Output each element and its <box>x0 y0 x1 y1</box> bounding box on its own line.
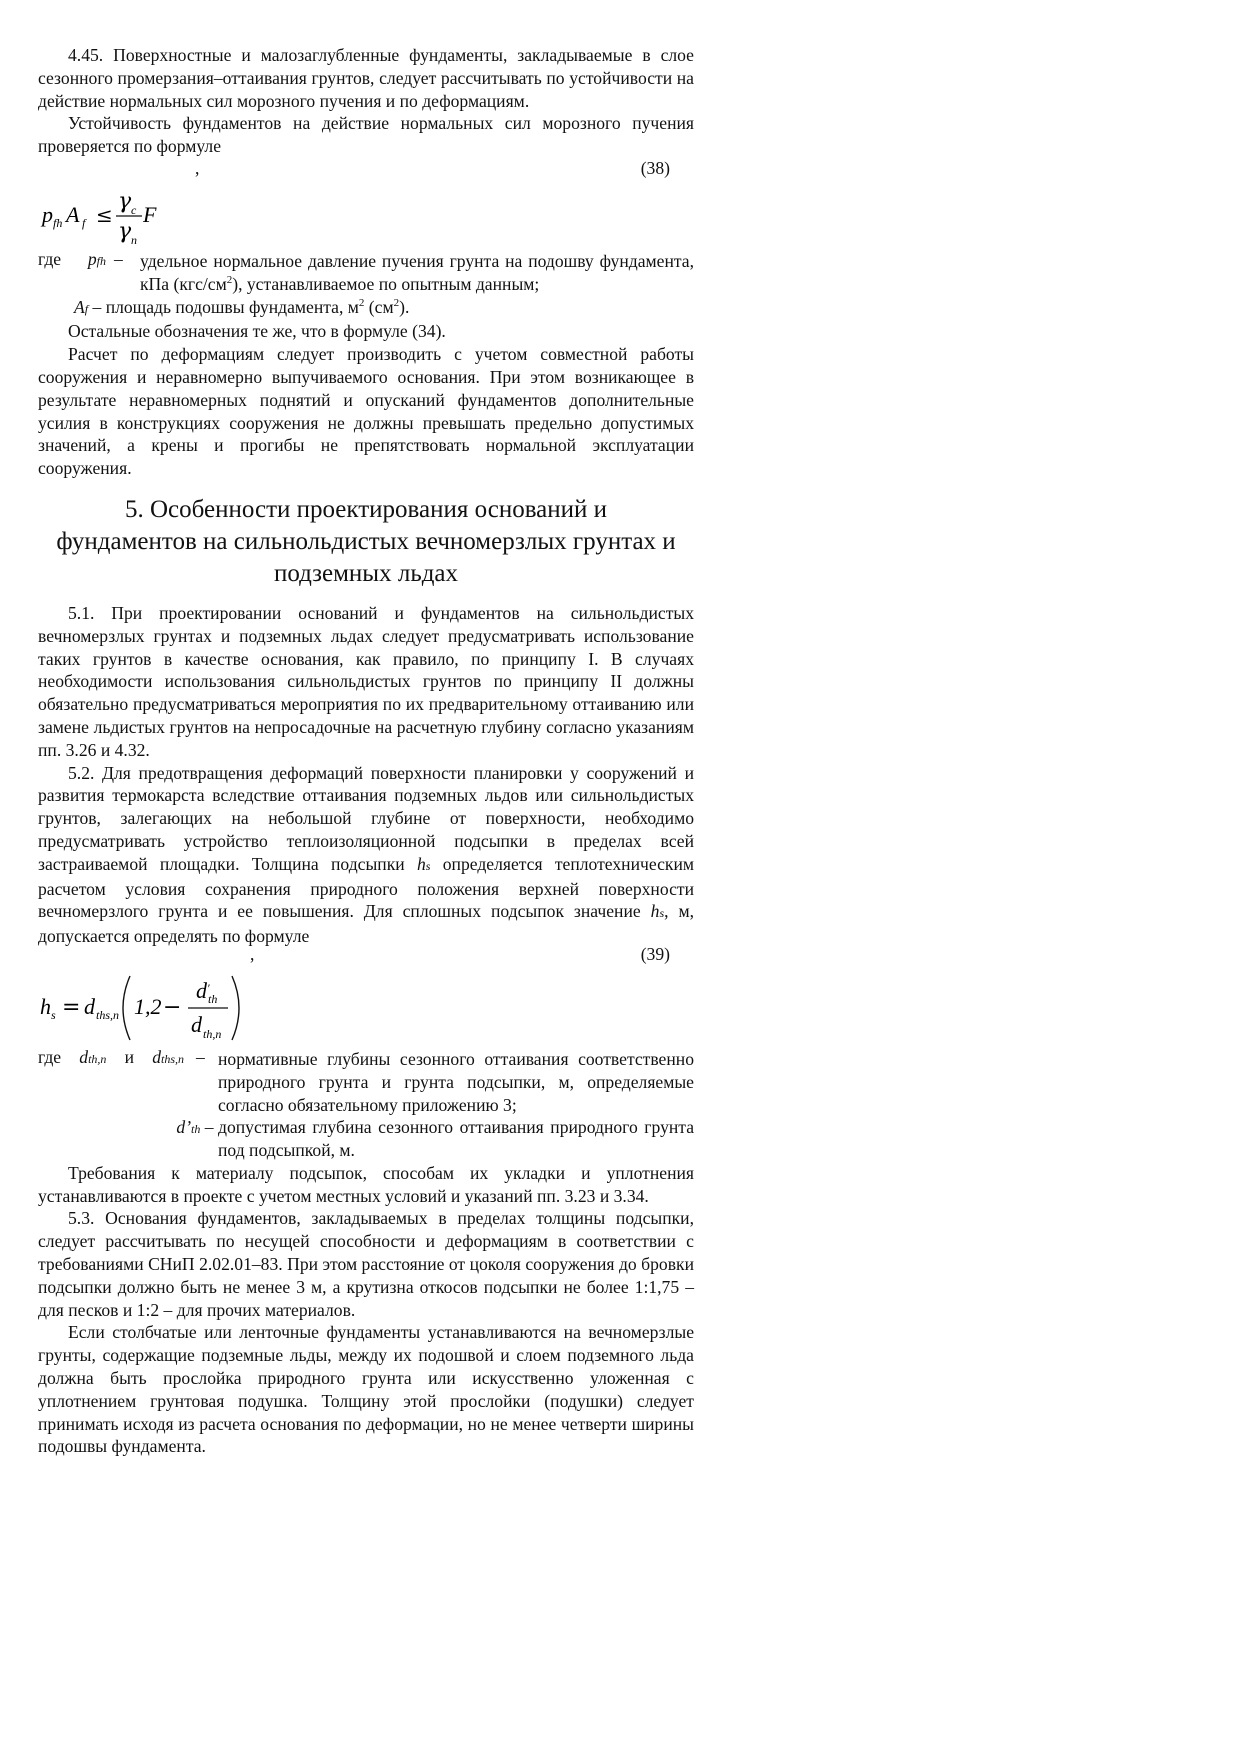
paragraph-5-3: 5.3. Основания фундаментов, закладываемых в пределах толщины подсыпки, следует рассчитывать по несущей способности и деформациям в соответствии с требованиями СНиП 2.02.01–83. При этом расстояние от цоколя сооружения до бровки подсыпки должно быть не менее 3 м, а крутизна откосов подсыпки не более 1:1,75 – для песков и 1:2 – для прочих материалов. <box>38 1208 694 1320</box>
formula-39-dthn-bottom: d <box>191 1011 202 1037</box>
definition-where-label: где <box>38 248 62 269</box>
formula-39-dth-top-sub: th <box>208 991 218 1006</box>
paragraph-5-2-hs-sub: s <box>425 858 431 873</box>
definition-dthn-text: нормативные глубины сезонного оттаивания соответственно природного грунта и грунта подсыпки, м, определяемые согласно обязательному приложению 3; <box>218 1048 694 1115</box>
definition-pfh-text-b: ), устанавливаемое по опытным данным; <box>232 273 540 294</box>
definition-af-symbol: A <box>74 296 85 317</box>
definition-af-sup-b: 2 <box>393 296 400 309</box>
definition-dthn-symbol: d <box>79 1046 89 1067</box>
definition-af <box>38 296 694 321</box>
definition-39-dash: – <box>196 1046 205 1067</box>
definition-dprime-symbol: d’ <box>176 1117 192 1138</box>
formula-39-left-paren <box>123 976 130 1040</box>
paragraph-4-45: 4.45. Поверхностные и малозаглубленные фундаменты, закладываемые в слое сезонного промерзания–оттаивания грунтов, следует рассчитывать по устойчивости на действие нормальных сил морозного пучения и по деформациям. <box>38 45 694 111</box>
formula-38-number: (38) <box>640 157 670 178</box>
definition-dprime-dash: – <box>204 1117 214 1138</box>
paragraph-5-2-hs: h <box>416 853 426 874</box>
formula-38-A-sub: f <box>82 215 86 230</box>
definition-pfh-subscript: fh <box>96 253 106 268</box>
formula-39-dth-top: d <box>196 977 207 1003</box>
definition-af-text-b: (см <box>364 296 394 317</box>
formula-39-comma: , <box>250 943 255 964</box>
paragraph-5-2-a: 5.2. Для предотвращения деформаций поверхности планировки у сооружений и развития термокарста вследствие оттаивания подземных льдов или сильнольдистых грунтов, залегающих на небольшой глубине от поверхности, необходимо предусматривать устройство теплоизоляционной подсыпки в пределах всей застраиваемой площадки. Толщина подсыпки <box>38 762 694 874</box>
formula-38-line <box>38 158 694 184</box>
definition-pfh-text-a: удельное нормальное давление пучения грунта на подошву фундамента, кПа (кгс/см <box>140 250 694 294</box>
formula-39-right-paren <box>232 976 239 1040</box>
definition-pfh-text <box>140 250 694 296</box>
definition-af-text-a: – площадь подошвы фундамента, м <box>92 296 359 317</box>
formula-39-graphic <box>38 970 278 1046</box>
paragraph-5-1: 5.1. При проектировании оснований и фундаментов на сильнольдистых вечномерзлых грунтах и подземных льдах следует предусматривать использование таких грунтов в качестве основания, как правило, по принципу I. В случаях необходимости использования сильнольдистых грунтов по принципу II должны обязательно предусматриваться мероприятия по их предварительному оттаиванию или замене льдистых грунтов на непросадочные на расчетную глубину согласно указаниям пп. 3.26 и 4.32. <box>38 602 694 760</box>
definition-af-text-c: ). <box>399 296 410 317</box>
paragraph-5-2 <box>38 762 694 948</box>
formula-39-h: h <box>40 993 51 1019</box>
formula-38-A: A <box>66 201 80 227</box>
formula-39-dth-prime: ′ <box>207 980 210 995</box>
paragraph-5-2-hs-2: h <box>650 901 660 922</box>
formula-38-F: F <box>143 201 157 227</box>
definition-dprime <box>38 1116 694 1162</box>
formula-38-p: p <box>42 201 53 227</box>
definition-pfh-sup: 2 <box>226 273 233 286</box>
formula-39-minus: − <box>163 994 182 1020</box>
paragraph-5-2-b: определяется теплотехническим расчетом условия сохранения природного положения верхней поверхности вечномерзлого грунта и ее повышения. Для сплошных подсыпок значение <box>38 853 695 922</box>
paragraph-other-notation: Остальные обозначения те же, что в формуле (34). <box>68 321 446 342</box>
formula-38 <box>38 184 694 246</box>
formula-39-number: (39) <box>640 943 670 964</box>
paragraph-requirements: Требования к материалу подсыпок, способам их укладки и уплотнения устанавливаются в проекте с учетом местных условий и указаний пп. 3.23 и 3.34. <box>38 1162 694 1206</box>
formula-38-graphic <box>38 184 238 246</box>
formula-39-d-sub: ths,n <box>96 1007 120 1022</box>
definition-dthn-subscript: th,n <box>88 1051 107 1066</box>
document-page <box>38 44 694 1458</box>
section-5-heading: 5. Особенности проектирования оснований и фундаментов на сильнольдистых вечномерзлых грунтах и подземных льдах <box>56 495 676 587</box>
paragraph-5-2-hs-sub-2: s <box>659 906 665 921</box>
definition-af-sup-a: 2 <box>358 296 365 309</box>
formula-38-gamma-c: γ <box>118 188 132 214</box>
formula-39-dthn-bottom-sub: th,n <box>203 1026 222 1041</box>
definition-af-subscript: f <box>84 301 89 316</box>
formula-39-number-value: 1,2 <box>134 993 162 1019</box>
definition-pfh-dash: – <box>114 248 123 269</box>
definition-dthsn-symbol: d <box>152 1046 161 1067</box>
formula-38-gamma-n: γ <box>118 218 132 244</box>
paragraph-4-45-stability: Устойчивость фундаментов на действие нормальных сил морозного пучения проверяется по формуле <box>38 113 694 157</box>
formula-39-line <box>38 943 694 970</box>
paragraph-columnar-foundations: Если столбчатые или ленточные фундаменты устанавливаются на вечномерзлые грунты, содержащие подземные льды, между их подошвой и слоем подземного льда должна быть прослойка природного грунта или искусственно уложенная с уплотнением грунтовая подушка. Толщину этой прослойки (подушки) следует принимать исходя из расчета основания по деформации, но не менее четверти ширины подошвы фундамента. <box>38 1322 694 1457</box>
paragraph-5-2-c: , м, допускается определять по формуле <box>38 901 694 947</box>
formula-38-gamma-n-sub: n <box>131 232 137 246</box>
formula-39 <box>38 970 694 1046</box>
formula-39-d: d <box>84 993 95 1019</box>
definition-dthsn-subscript: ths,n <box>160 1051 184 1066</box>
formula-39-eq: = <box>62 994 81 1020</box>
formula-38-comma: , <box>195 157 200 178</box>
definition-dprime-subscript: th <box>191 1122 201 1137</box>
definition-pfh-symbol: p <box>87 248 97 269</box>
formula-38-gamma-c-sub: c <box>131 202 137 217</box>
formula-39-h-sub: s <box>51 1007 56 1022</box>
definition-and: и <box>124 1046 135 1067</box>
definition-39-where-label: где <box>38 1046 62 1067</box>
formula-38-le: ≤ <box>96 202 113 227</box>
definition-dprime-text: допустимая глубина сезонного оттаивания природного грунта под подсыпкой, м. <box>218 1117 694 1161</box>
paragraph-deformation: Расчет по деформациям следует производить с учетом совместной работы сооружения и неравномерно выпучиваемого основания. При этом возникающее в результате неравномерных поднятий и опусканий фундаментов дополнительные усилия в конструкциях сооружения не должны превышать предельно допустимых значений, а крены и прогибы не препятствовать нормальной эксплуатации сооружения. <box>38 344 694 479</box>
formula-38-p-sub: fh <box>53 215 63 230</box>
